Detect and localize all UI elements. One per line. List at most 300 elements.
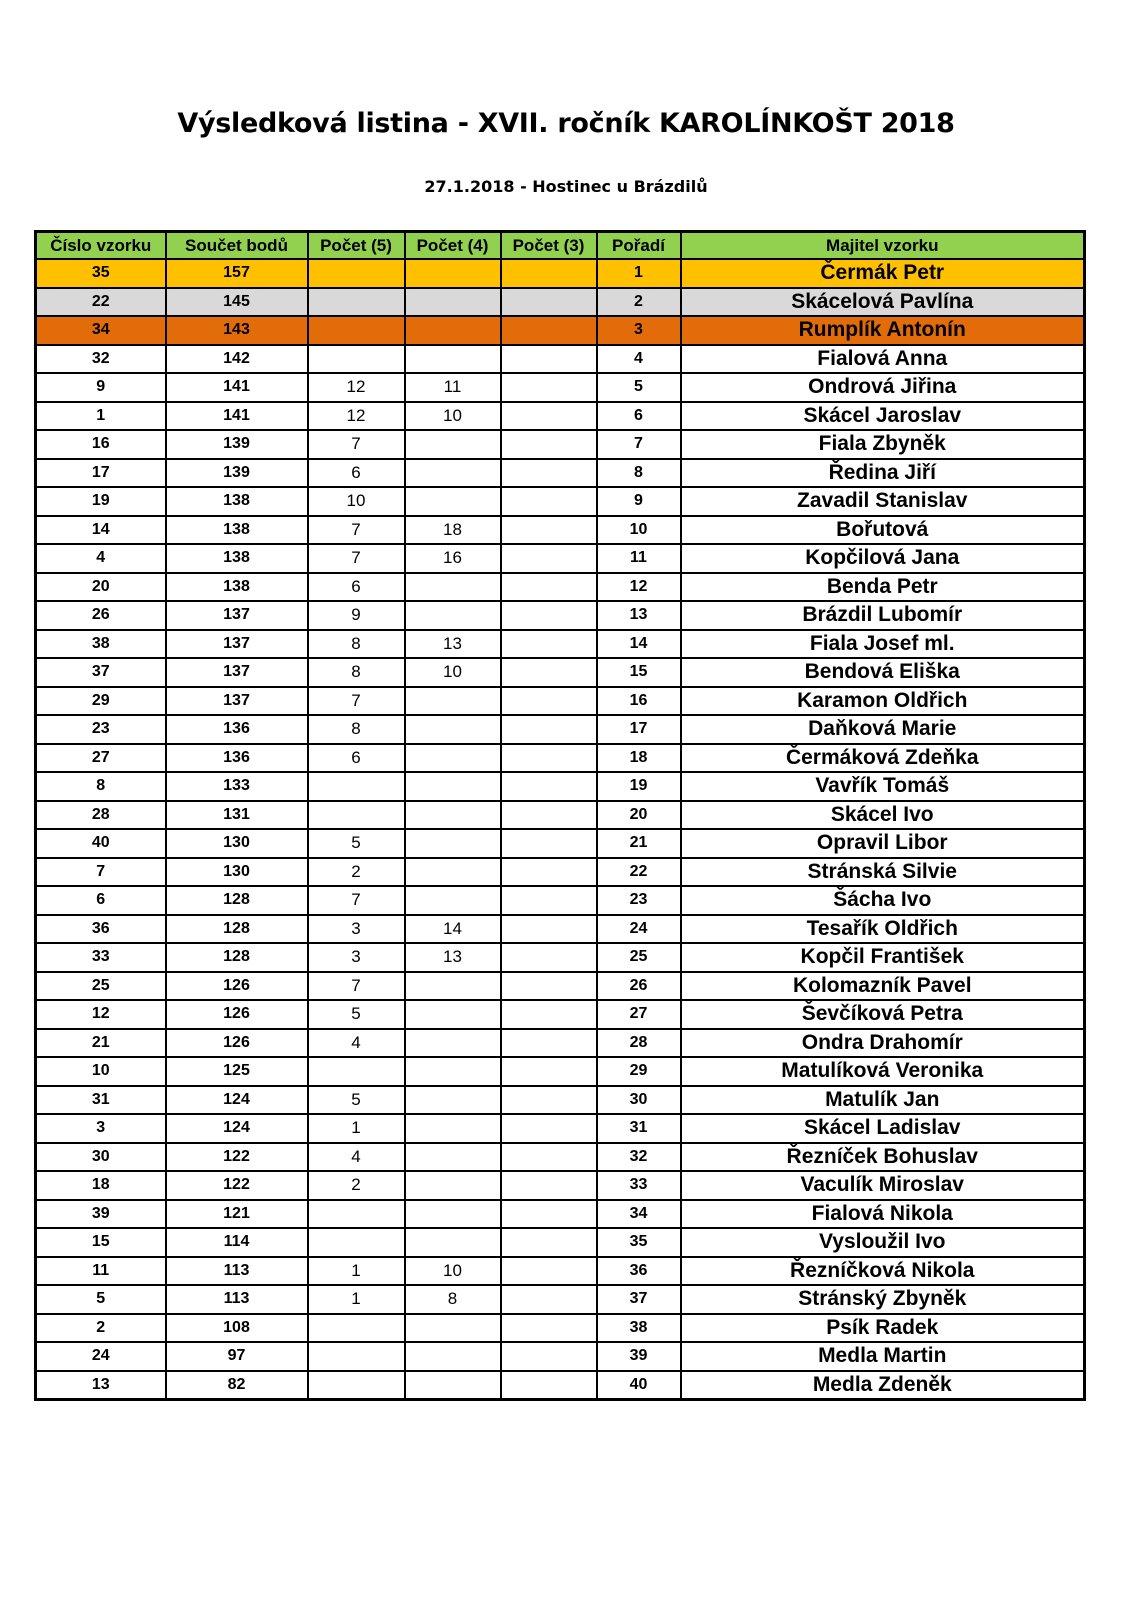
- cell-sample-number: 17: [36, 459, 166, 488]
- cell-count-5: 6: [308, 744, 405, 773]
- table-row: [36, 487, 1085, 516]
- cell-count-5: [308, 259, 405, 288]
- cell-count-4: [405, 715, 501, 744]
- cell-points-total: 138: [166, 516, 308, 545]
- cell-sample-number: 4: [36, 544, 166, 573]
- table-row: [36, 715, 1085, 744]
- document-subtitle: 27.1.2018 - Hostinec u Brázdilů: [424, 177, 708, 196]
- cell-points-total: 141: [166, 373, 308, 402]
- cell-sample-number: 31: [36, 1086, 166, 1115]
- cell-count-5: [308, 1228, 405, 1257]
- cell-sample-number: 11: [36, 1257, 166, 1286]
- cell-count-3: [501, 1257, 597, 1286]
- cell-points-total: 137: [166, 658, 308, 687]
- cell-count-3: [501, 1228, 597, 1257]
- cell-count-4: 13: [405, 630, 501, 659]
- cell-points-total: 145: [166, 288, 308, 317]
- cell-owner: Vavřík Tomáš: [681, 772, 1085, 801]
- cell-sample-number: 1: [36, 402, 166, 431]
- results-table: [34, 230, 1086, 1401]
- cell-rank: 1: [597, 259, 681, 288]
- cell-count-4: [405, 601, 501, 630]
- cell-rank: 32: [597, 1143, 681, 1172]
- cell-count-4: [405, 259, 501, 288]
- table-row: [36, 1029, 1085, 1058]
- cell-count-3: [501, 744, 597, 773]
- cell-owner: Ředina Jiří: [681, 459, 1085, 488]
- cell-owner: Bořutová: [681, 516, 1085, 545]
- cell-count-5: [308, 1314, 405, 1343]
- cell-points-total: 125: [166, 1057, 308, 1086]
- cell-count-4: [405, 1000, 501, 1029]
- table-row: [36, 1000, 1085, 1029]
- cell-count-3: [501, 373, 597, 402]
- cell-points-total: 108: [166, 1314, 308, 1343]
- cell-owner: Medla Zdeněk: [681, 1371, 1085, 1400]
- cell-rank: 14: [597, 630, 681, 659]
- cell-points-total: 126: [166, 1000, 308, 1029]
- table-row: [36, 915, 1085, 944]
- cell-points-total: 136: [166, 715, 308, 744]
- cell-count-3: [501, 1000, 597, 1029]
- cell-owner: Daňková Marie: [681, 715, 1085, 744]
- cell-rank: 3: [597, 316, 681, 345]
- cell-owner: Řezníčková Nikola: [681, 1257, 1085, 1286]
- cell-rank: 16: [597, 687, 681, 716]
- table-row: [36, 345, 1085, 374]
- table-row: [36, 1228, 1085, 1257]
- cell-count-3: [501, 544, 597, 573]
- cell-rank: 31: [597, 1114, 681, 1143]
- cell-points-total: 114: [166, 1228, 308, 1257]
- cell-rank: 19: [597, 772, 681, 801]
- cell-count-5: [308, 772, 405, 801]
- cell-count-4: 16: [405, 544, 501, 573]
- cell-owner: Čermák Petr: [681, 259, 1085, 288]
- table-row: [36, 1371, 1085, 1400]
- header-rank: Pořadí: [597, 232, 681, 260]
- cell-points-total: 113: [166, 1285, 308, 1314]
- table-row: [36, 658, 1085, 687]
- cell-points-total: 133: [166, 772, 308, 801]
- cell-points-total: 124: [166, 1086, 308, 1115]
- cell-count-4: [405, 801, 501, 830]
- table-row: [36, 1342, 1085, 1371]
- cell-sample-number: 38: [36, 630, 166, 659]
- cell-count-3: [501, 573, 597, 602]
- cell-owner: Skácel Ivo: [681, 801, 1085, 830]
- cell-sample-number: 3: [36, 1114, 166, 1143]
- cell-count-3: [501, 430, 597, 459]
- cell-points-total: 97: [166, 1342, 308, 1371]
- cell-count-4: [405, 1171, 501, 1200]
- cell-sample-number: 18: [36, 1171, 166, 1200]
- cell-count-5: 6: [308, 573, 405, 602]
- cell-rank: 5: [597, 373, 681, 402]
- table-body: [36, 259, 1085, 1400]
- cell-count-3: [501, 886, 597, 915]
- cell-points-total: 137: [166, 687, 308, 716]
- cell-points-total: 122: [166, 1171, 308, 1200]
- table-row: [36, 744, 1085, 773]
- cell-owner: Vaculík Miroslav: [681, 1171, 1085, 1200]
- table-row: [36, 1171, 1085, 1200]
- cell-owner: Benda Petr: [681, 573, 1085, 602]
- cell-points-total: 131: [166, 801, 308, 830]
- cell-rank: 29: [597, 1057, 681, 1086]
- cell-rank: 37: [597, 1285, 681, 1314]
- cell-sample-number: 26: [36, 601, 166, 630]
- cell-count-3: [501, 316, 597, 345]
- cell-owner: Kolomazník Pavel: [681, 972, 1085, 1001]
- table-row: [36, 259, 1085, 288]
- cell-count-5: 1: [308, 1114, 405, 1143]
- cell-count-4: [405, 573, 501, 602]
- cell-rank: 13: [597, 601, 681, 630]
- table-row: [36, 1285, 1085, 1314]
- cell-count-5: [308, 1371, 405, 1400]
- cell-count-4: [405, 345, 501, 374]
- cell-count-4: [405, 1057, 501, 1086]
- cell-rank: 33: [597, 1171, 681, 1200]
- cell-points-total: 128: [166, 886, 308, 915]
- cell-sample-number: 27: [36, 744, 166, 773]
- cell-sample-number: 8: [36, 772, 166, 801]
- cell-rank: 22: [597, 858, 681, 887]
- cell-rank: 38: [597, 1314, 681, 1343]
- cell-sample-number: 9: [36, 373, 166, 402]
- cell-sample-number: 19: [36, 487, 166, 516]
- header-sample-number: Číslo vzorku: [36, 232, 166, 260]
- cell-count-3: [501, 1285, 597, 1314]
- cell-sample-number: 12: [36, 1000, 166, 1029]
- header-count-4: Počet (4): [405, 232, 501, 260]
- cell-points-total: 136: [166, 744, 308, 773]
- cell-count-5: 7: [308, 430, 405, 459]
- cell-count-4: 10: [405, 1257, 501, 1286]
- cell-rank: 28: [597, 1029, 681, 1058]
- cell-points-total: 137: [166, 601, 308, 630]
- table-row: [36, 772, 1085, 801]
- cell-sample-number: 14: [36, 516, 166, 545]
- cell-points-total: 126: [166, 972, 308, 1001]
- cell-owner: Medla Martin: [681, 1342, 1085, 1371]
- cell-rank: 27: [597, 1000, 681, 1029]
- cell-owner: Stránský Zbyněk: [681, 1285, 1085, 1314]
- cell-owner: Kopčilová Jana: [681, 544, 1085, 573]
- cell-count-4: [405, 772, 501, 801]
- table-row: [36, 316, 1085, 345]
- cell-sample-number: 5: [36, 1285, 166, 1314]
- cell-count-4: [405, 972, 501, 1001]
- cell-sample-number: 22: [36, 288, 166, 317]
- cell-owner: Stránská Silvie: [681, 858, 1085, 887]
- table-row: [36, 459, 1085, 488]
- cell-points-total: 142: [166, 345, 308, 374]
- cell-owner: Fiala Josef ml.: [681, 630, 1085, 659]
- cell-rank: 8: [597, 459, 681, 488]
- cell-count-4: [405, 1342, 501, 1371]
- cell-owner: Psík Radek: [681, 1314, 1085, 1343]
- cell-count-4: [405, 1086, 501, 1115]
- cell-sample-number: 6: [36, 886, 166, 915]
- cell-count-4: [405, 1228, 501, 1257]
- cell-count-5: 7: [308, 972, 405, 1001]
- cell-rank: 17: [597, 715, 681, 744]
- table-row: [36, 1257, 1085, 1286]
- cell-count-3: [501, 915, 597, 944]
- cell-points-total: 138: [166, 544, 308, 573]
- cell-count-5: [308, 1342, 405, 1371]
- cell-owner: Bendová Eliška: [681, 658, 1085, 687]
- table-row: [36, 1314, 1085, 1343]
- cell-sample-number: 23: [36, 715, 166, 744]
- cell-sample-number: 30: [36, 1143, 166, 1172]
- cell-points-total: 126: [166, 1029, 308, 1058]
- cell-count-4: [405, 1029, 501, 1058]
- cell-sample-number: 34: [36, 316, 166, 345]
- cell-sample-number: 33: [36, 943, 166, 972]
- cell-sample-number: 32: [36, 345, 166, 374]
- cell-rank: 30: [597, 1086, 681, 1115]
- cell-sample-number: 21: [36, 1029, 166, 1058]
- cell-sample-number: 29: [36, 687, 166, 716]
- cell-count-3: [501, 288, 597, 317]
- cell-owner: Tesařík Oldřich: [681, 915, 1085, 944]
- cell-count-4: [405, 1314, 501, 1343]
- cell-count-3: [501, 402, 597, 431]
- cell-count-3: [501, 858, 597, 887]
- cell-rank: 36: [597, 1257, 681, 1286]
- cell-count-3: [501, 1314, 597, 1343]
- table-row: [36, 573, 1085, 602]
- cell-count-4: 14: [405, 915, 501, 944]
- cell-count-4: 8: [405, 1285, 501, 1314]
- cell-count-5: 5: [308, 829, 405, 858]
- cell-owner: Ondra Drahomír: [681, 1029, 1085, 1058]
- cell-rank: 35: [597, 1228, 681, 1257]
- table-row: [36, 1114, 1085, 1143]
- cell-count-5: [308, 288, 405, 317]
- cell-points-total: 139: [166, 430, 308, 459]
- cell-count-5: 3: [308, 943, 405, 972]
- cell-count-5: 8: [308, 658, 405, 687]
- cell-count-3: [501, 630, 597, 659]
- cell-count-5: 7: [308, 516, 405, 545]
- cell-count-4: 10: [405, 658, 501, 687]
- cell-points-total: 122: [166, 1143, 308, 1172]
- table-row: [36, 630, 1085, 659]
- cell-count-4: 13: [405, 943, 501, 972]
- header-owner: Majitel vzorku: [681, 232, 1085, 260]
- cell-count-5: 10: [308, 487, 405, 516]
- cell-count-4: [405, 744, 501, 773]
- cell-owner: Vysloužil Ivo: [681, 1228, 1085, 1257]
- cell-sample-number: 7: [36, 858, 166, 887]
- cell-count-3: [501, 772, 597, 801]
- table-row: [36, 430, 1085, 459]
- cell-count-5: 3: [308, 915, 405, 944]
- cell-owner: Fiala Zbyněk: [681, 430, 1085, 459]
- cell-owner: Skácel Ladislav: [681, 1114, 1085, 1143]
- cell-rank: 40: [597, 1371, 681, 1400]
- cell-count-4: 18: [405, 516, 501, 545]
- cell-count-3: [501, 459, 597, 488]
- table-row: [36, 829, 1085, 858]
- cell-count-3: [501, 1342, 597, 1371]
- header-count-5: Počet (5): [308, 232, 405, 260]
- cell-rank: 4: [597, 345, 681, 374]
- table-row: [36, 972, 1085, 1001]
- cell-rank: 6: [597, 402, 681, 431]
- cell-rank: 9: [597, 487, 681, 516]
- table-row: [36, 858, 1085, 887]
- cell-count-5: 6: [308, 459, 405, 488]
- cell-count-3: [501, 259, 597, 288]
- cell-count-3: [501, 1029, 597, 1058]
- cell-rank: 25: [597, 943, 681, 972]
- cell-count-3: [501, 601, 597, 630]
- cell-owner: Fialová Anna: [681, 345, 1085, 374]
- document-title: Výsledková listina - XVII. ročník KAROLÍNKOŠT 2018: [177, 108, 955, 139]
- cell-count-5: [308, 345, 405, 374]
- cell-count-4: [405, 1143, 501, 1172]
- cell-sample-number: 15: [36, 1228, 166, 1257]
- cell-owner: Kopčil František: [681, 943, 1085, 972]
- cell-count-4: [405, 487, 501, 516]
- cell-count-5: 9: [308, 601, 405, 630]
- cell-count-3: [501, 829, 597, 858]
- cell-sample-number: 24: [36, 1342, 166, 1371]
- header-count-3: Počet (3): [501, 232, 597, 260]
- cell-points-total: 130: [166, 829, 308, 858]
- cell-count-5: 4: [308, 1029, 405, 1058]
- cell-points-total: 141: [166, 402, 308, 431]
- cell-rank: 20: [597, 801, 681, 830]
- cell-count-4: [405, 829, 501, 858]
- cell-count-3: [501, 487, 597, 516]
- cell-count-3: [501, 1057, 597, 1086]
- table-row: [36, 801, 1085, 830]
- cell-count-4: [405, 288, 501, 317]
- cell-count-3: [501, 1114, 597, 1143]
- cell-count-4: [405, 858, 501, 887]
- cell-count-5: 7: [308, 687, 405, 716]
- cell-points-total: 143: [166, 316, 308, 345]
- cell-count-4: 10: [405, 402, 501, 431]
- table-header-row: [36, 232, 1085, 260]
- cell-count-5: 12: [308, 402, 405, 431]
- cell-owner: Čermáková Zdeňka: [681, 744, 1085, 773]
- cell-count-3: [501, 1200, 597, 1229]
- cell-rank: 11: [597, 544, 681, 573]
- table-row: [36, 516, 1085, 545]
- cell-rank: 10: [597, 516, 681, 545]
- table-row: [36, 373, 1085, 402]
- cell-owner: Karamon Oldřich: [681, 687, 1085, 716]
- cell-owner: Rumplík Antonín: [681, 316, 1085, 345]
- cell-count-5: 1: [308, 1285, 405, 1314]
- cell-rank: 7: [597, 430, 681, 459]
- cell-rank: 34: [597, 1200, 681, 1229]
- cell-count-5: 7: [308, 886, 405, 915]
- cell-sample-number: 16: [36, 430, 166, 459]
- cell-owner: Opravil Libor: [681, 829, 1085, 858]
- cell-points-total: 124: [166, 1114, 308, 1143]
- cell-sample-number: 35: [36, 259, 166, 288]
- table-row: [36, 601, 1085, 630]
- cell-sample-number: 13: [36, 1371, 166, 1400]
- cell-count-4: [405, 687, 501, 716]
- cell-count-3: [501, 516, 597, 545]
- table-row: [36, 402, 1085, 431]
- cell-points-total: 82: [166, 1371, 308, 1400]
- table-row: [36, 1143, 1085, 1172]
- cell-owner: Fialová Nikola: [681, 1200, 1085, 1229]
- cell-count-5: 2: [308, 858, 405, 887]
- cell-sample-number: 40: [36, 829, 166, 858]
- cell-rank: 26: [597, 972, 681, 1001]
- table-row: [36, 1057, 1085, 1086]
- cell-rank: 15: [597, 658, 681, 687]
- cell-points-total: 138: [166, 487, 308, 516]
- cell-owner: Matulík Jan: [681, 1086, 1085, 1115]
- cell-count-3: [501, 801, 597, 830]
- cell-count-5: [308, 316, 405, 345]
- cell-sample-number: 25: [36, 972, 166, 1001]
- table-row: [36, 1200, 1085, 1229]
- cell-rank: 18: [597, 744, 681, 773]
- cell-count-3: [501, 1171, 597, 1200]
- cell-sample-number: 36: [36, 915, 166, 944]
- cell-owner: Matulíková Veronika: [681, 1057, 1085, 1086]
- cell-count-4: [405, 1200, 501, 1229]
- cell-sample-number: 39: [36, 1200, 166, 1229]
- cell-count-5: 8: [308, 630, 405, 659]
- cell-points-total: 139: [166, 459, 308, 488]
- cell-owner: Šácha Ivo: [681, 886, 1085, 915]
- cell-points-total: 113: [166, 1257, 308, 1286]
- cell-count-5: 8: [308, 715, 405, 744]
- cell-points-total: 137: [166, 630, 308, 659]
- cell-count-4: [405, 1371, 501, 1400]
- cell-points-total: 121: [166, 1200, 308, 1229]
- cell-count-5: 5: [308, 1000, 405, 1029]
- cell-count-3: [501, 687, 597, 716]
- table-row: [36, 288, 1085, 317]
- cell-sample-number: 37: [36, 658, 166, 687]
- cell-points-total: 138: [166, 573, 308, 602]
- cell-count-3: [501, 658, 597, 687]
- cell-rank: 21: [597, 829, 681, 858]
- cell-count-4: [405, 459, 501, 488]
- cell-points-total: 128: [166, 943, 308, 972]
- cell-owner: Brázdil Lubomír: [681, 601, 1085, 630]
- cell-count-4: [405, 316, 501, 345]
- cell-owner: Řezníček Bohuslav: [681, 1143, 1085, 1172]
- header-points-total: Součet bodů: [166, 232, 308, 260]
- cell-owner: Zavadil Stanislav: [681, 487, 1085, 516]
- cell-points-total: 128: [166, 915, 308, 944]
- cell-count-3: [501, 1086, 597, 1115]
- cell-count-5: [308, 801, 405, 830]
- cell-sample-number: 20: [36, 573, 166, 602]
- cell-count-5: 12: [308, 373, 405, 402]
- cell-rank: 12: [597, 573, 681, 602]
- cell-sample-number: 28: [36, 801, 166, 830]
- cell-count-4: 11: [405, 373, 501, 402]
- cell-count-4: [405, 1114, 501, 1143]
